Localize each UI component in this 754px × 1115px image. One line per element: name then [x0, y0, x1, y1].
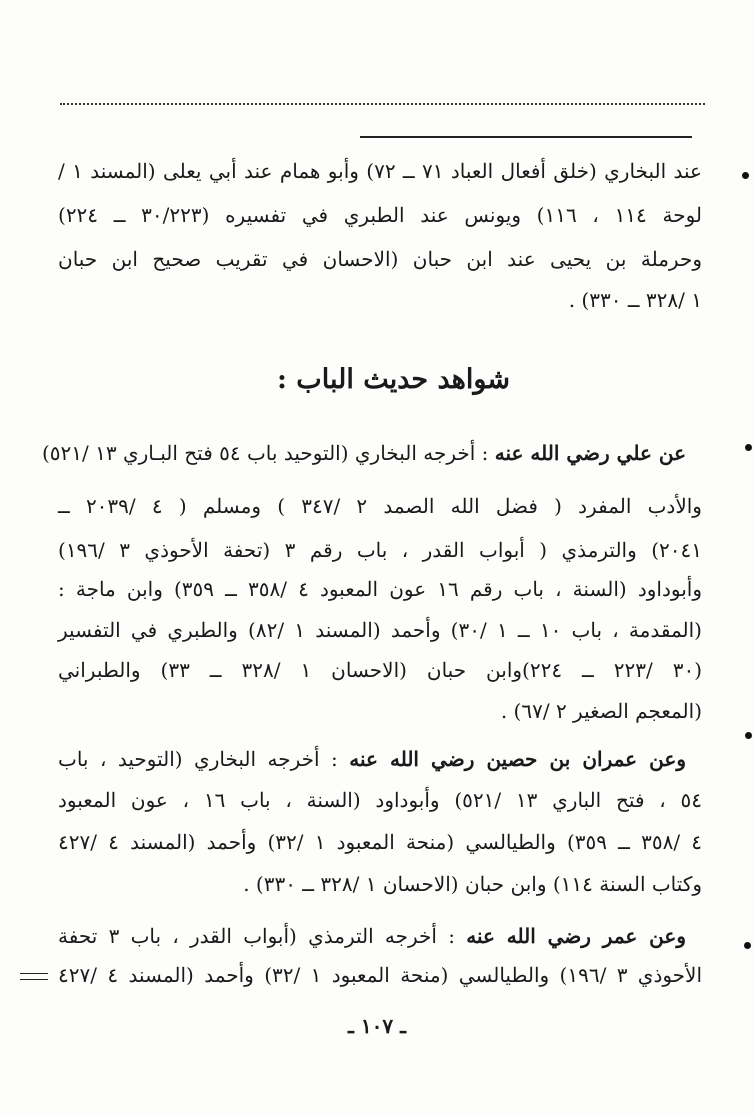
dotted-separator	[60, 103, 705, 105]
entry-1-line: ٢٠٤١) والترمذي ( أبواب القدر ، باب رقم ٣ (تحفة الأحوذي ٣ /١٩٦)	[58, 538, 702, 562]
top-line-1: عند البخاري (خلق أفعال العباد ٧١ ــ ٧٢) وأبو همام عند أبي يعلى (المسند ١ /	[58, 159, 702, 183]
top-line-2: لوحة ١١٤ ، ١١٦) ويونس عند الطبري في تفسيره (٣٠/٢٢٣ ــ ٢٢٤)	[58, 203, 702, 227]
top-line-4: ١ /٣٢٨ ــ ٣٣٠) .	[568, 288, 702, 312]
margin-dot-mark	[745, 732, 752, 739]
entry-3-first-rest: : أخرجه الترمذي (أبواب القدر ، باب ٣ تحفة	[58, 924, 455, 948]
footnote-rule	[360, 136, 692, 138]
entry-3-line: الأحوذي ٣ /١٩٦) والطيالسي (منحة المعبود ١ /٣٢) وأحمد (المسند ٤ /٤٢٧	[58, 963, 703, 987]
entry-2-line: ٥٤ ، فتح الباري ١٣ /٥٢١) وأبوداود (السنة ، باب ١٦ ، عون المعبود	[58, 788, 702, 812]
section-heading: شواهد حديث الباب :	[276, 364, 510, 395]
margin-line-mark	[20, 973, 48, 974]
entry-1-line: (المقدمة ، باب ١٠ ــ ١ /٣٠) وأحمد (المسند ١ /٨٢) والطبري في التفسير	[58, 618, 702, 642]
entry-1-line: (٣٠ /٢٢٣ ــ ٢٢٤)وابن حبان (الاحسان ١ /٣٢٨ ــ ٣٣) والطبراني	[58, 658, 702, 682]
entry-1-lead: عن علي رضي الله عنه	[494, 441, 686, 465]
entry-1-first-line	[42, 440, 686, 466]
entry-2-first-rest: : أخرجه البخاري (التوحيد ، باب	[58, 747, 338, 771]
entry-2-line: وكتاب السنة ١١٤) وابن حبان (الاحسان ١ /٣٢٨ ــ ٣٣٠) .	[243, 872, 702, 896]
entry-3-lead: وعن عمر رضي الله عنه	[466, 924, 687, 948]
margin-dot-mark	[744, 942, 751, 949]
entry-2-lead: وعن عمران بن حصين رضي الله عنه	[349, 747, 686, 771]
margin-dot-mark	[745, 444, 752, 451]
top-line-3: وحرملة بن يحيى عند ابن حبان (الاحسان في تقريب صحيح ابن حبان	[58, 247, 702, 271]
entry-2-line: ٤ /٣٥٨ ــ ٣٥٩) والطيالسي (منحة المعبود ١ /٣٢) وأحمد (المسند ٤ /٤٢٧	[58, 830, 702, 854]
entry-1-line: (المعجم الصغير ٢ /٦٧) .	[500, 699, 702, 723]
entry-3-first-line	[58, 923, 686, 949]
entry-2-first-line	[58, 746, 686, 772]
page-number: ـ ١٠٧ ـ	[348, 1014, 406, 1038]
entry-1-first-rest: : أخرجه البخاري (التوحيد باب ٥٤ فتح البـاري ١٣ /٥٢١)	[41, 441, 489, 465]
margin-line-mark	[20, 979, 48, 980]
entry-1-line: وأبوداود (السنة ، باب رقم ١٦ عون المعبود ٤ /٣٥٨ ــ ٣٥٩) وابن ماجة :	[58, 577, 702, 601]
entry-1-line: والأدب المفرد ( فضل الله الصمد ٢ /٣٤٧ ) ومسلم ( ٤ /٢٠٣٩ ــ	[58, 494, 702, 518]
margin-dot-mark	[742, 172, 749, 179]
